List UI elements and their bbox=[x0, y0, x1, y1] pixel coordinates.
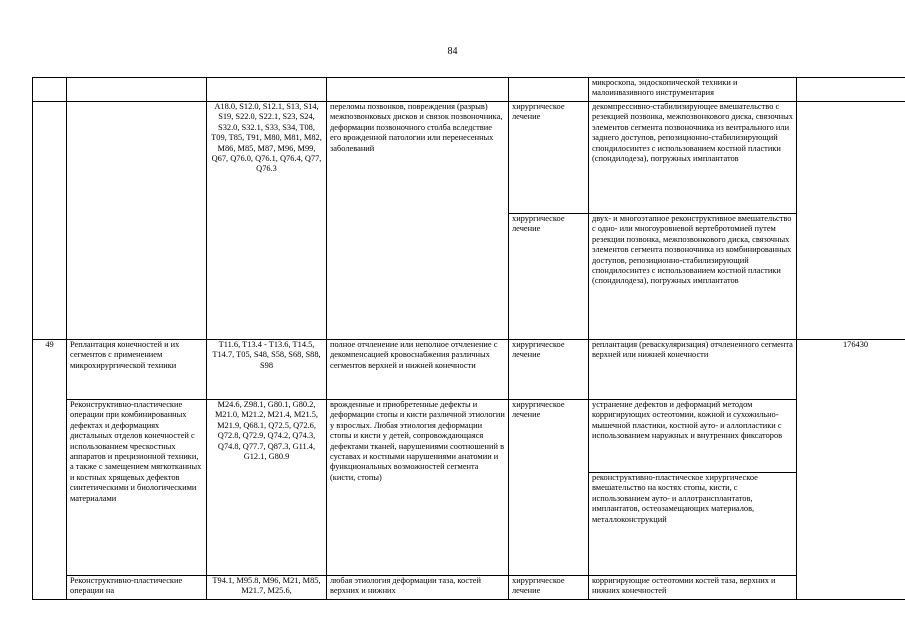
treatment-cell bbox=[509, 102, 589, 214]
price-cell bbox=[797, 102, 905, 340]
treatment-text: хирургическое лечение bbox=[512, 102, 565, 122]
name-cell bbox=[67, 102, 207, 340]
model-cell bbox=[327, 576, 509, 600]
treatment-text: хирургическое лечение bbox=[512, 400, 565, 420]
codes-cell bbox=[207, 576, 327, 600]
number-cell bbox=[33, 102, 67, 340]
treatment-text: хирургическое лечение bbox=[512, 340, 565, 360]
table-row bbox=[33, 576, 905, 600]
method-text: реплантация (реваскуляризация) отчлененного сегмента верхней или нижней конечности bbox=[592, 340, 793, 360]
table-row bbox=[33, 340, 905, 400]
treatment-cell bbox=[509, 576, 589, 600]
name-cell bbox=[67, 78, 207, 102]
method-text: двух- и многоэтапное реконструктивное вмешательство с одно- или многоуровневой вертебротомией путем резекции позвонка, межпозвонкового диска, связочных элементов сегмента позвоночника из комбинированных доступов, репозиционно-стабилизирующий спондилосинтез с использованием костной пластики (спондилодеза), погружных имплантатов bbox=[592, 214, 792, 286]
method-cell bbox=[589, 473, 797, 576]
model-text: любая этиология деформации таза, костей верхних и нижних bbox=[330, 576, 481, 596]
name-text: Реконструктивно-пластические операции на bbox=[70, 576, 183, 596]
codes-text: A18.0, S12.0, S12.1, S13, S14, S19, S22.0, S22.1, S23, S24, S32.0, S32.1, S33, S34, T08, T09, T85, T91, M80, M81, M82, M86, M85, M87, M96, M99, Q67, Q76.0, Q76.1, Q76.4, Q77, Q76.3 bbox=[211, 102, 322, 174]
name-cell bbox=[67, 400, 207, 576]
method-cell bbox=[589, 340, 797, 400]
price-cell bbox=[797, 78, 905, 102]
model-cell bbox=[327, 340, 509, 400]
method-text: микроскопа, эндоскопической техники и малоинвазивного инструментария bbox=[592, 78, 738, 98]
medical-services-table bbox=[32, 77, 905, 600]
codes-text: T11.6, T13.4 - T13.6, T14.5, T14.7, T05, S48, S58, S68, S88, S98 bbox=[212, 340, 321, 370]
name-cell bbox=[67, 340, 207, 400]
method-text: корригирующие остеотомии костей таза, верхних и нижних конечностей bbox=[592, 576, 776, 596]
page-number: 84 bbox=[447, 46, 458, 57]
codes-cell bbox=[207, 102, 327, 340]
method-cell bbox=[589, 78, 797, 102]
model-cell bbox=[327, 78, 509, 102]
model-text: переломы позвонков, повреждения (разрыв) межпозвонковых дисков и связок позвоночника, деформации позвоночного столба вследствие его врожденной патологии или перенесенных заболеваний bbox=[330, 102, 503, 153]
treatment-cell bbox=[509, 400, 589, 576]
method-text: устранение дефектов и деформаций методом корригирующих остеотомии, кожной и сухожильно-мышечной пластики, костной ауто- и аллопластики с использованием наружных и внутренних фиксаторов bbox=[592, 400, 783, 441]
model-text: врожденные и приобретенные дефекты и деформации стопы и кисти различной этиологии у взрослых. Любая этиология деформации стопы и кисти у детей, сопровождающаяся дефектами тканей, нарушениями соотношений в суставах и костными нарушениями анатомии и функциональных возможностей сегмента (кисти, стопы) bbox=[330, 400, 505, 482]
model-cell bbox=[327, 102, 509, 340]
codes-text: T94.1, M95.8, M96, M21, M85, M21.7, M25.6, bbox=[212, 576, 321, 596]
codes-cell bbox=[207, 400, 327, 576]
codes-cell bbox=[207, 340, 327, 400]
model-cell bbox=[327, 400, 509, 576]
codes-cell bbox=[207, 78, 327, 102]
number-cell bbox=[33, 340, 67, 600]
name-text: Реплантация конечностей и их сегментов с применением микрохирургической техники bbox=[70, 340, 180, 370]
treatment-text: хирургическое лечение bbox=[512, 576, 565, 596]
method-cell bbox=[589, 102, 797, 214]
method-cell bbox=[589, 400, 797, 473]
table-row bbox=[33, 102, 905, 214]
model-text: полное отчленение или неполное отчленение с декомпенсацией кровоснабжения различных сегментов верхней и нижней конечности bbox=[330, 340, 498, 370]
group-number: 49 bbox=[45, 340, 54, 349]
table-row bbox=[33, 400, 905, 473]
treatment-cell bbox=[509, 78, 589, 102]
method-cell bbox=[589, 214, 797, 340]
table-row bbox=[33, 78, 905, 102]
treatment-cell bbox=[509, 214, 589, 340]
price-cell bbox=[797, 340, 905, 600]
method-text: декомпрессивно-стабилизирующее вмешательство с резекцией позвонка, межпозвонкового диска, связочных элементов сегмента позвоночника из вентрального или заднего доступов, репозиционно-стабилизирующий спондилосинтез с использованием костной пластики (спондилодеза), погружных имплантатов bbox=[592, 102, 793, 164]
method-text: реконструктивно-пластическое хирургическое вмешательство на костях стопы, кисти, с использованием ауто- и аллотрансплантатов, имплантатов, остеозамещающих материалов, металлоконструкций bbox=[592, 473, 758, 524]
name-cell bbox=[67, 576, 207, 600]
number-cell bbox=[33, 78, 67, 102]
name-text: Реконструктивно-пластические операции при комбинированных дефектах и деформациях дистальных отделов конечностей с использованием чрескостных аппаратов и прецизионной техники, а также с замещением мягкотканных и костных хрящевых дефектов синтетическими и биологическими материалами bbox=[70, 400, 202, 503]
price-value: 176430 bbox=[842, 340, 869, 349]
method-cell bbox=[589, 576, 797, 600]
treatment-text: хирургическое лечение bbox=[512, 214, 565, 234]
codes-text: M24.6, Z98.1, G80.1, G80.2, M21.0, M21.2, M21.4, M21.5, M21.9, Q68.1, Q72.5, Q72.6, Q72.8, Q72.9, Q74.2, Q74.3, Q74.8, Q77.7, Q87.3, G11.4, G12.1, G80.9 bbox=[214, 400, 319, 462]
treatment-cell bbox=[509, 340, 589, 400]
